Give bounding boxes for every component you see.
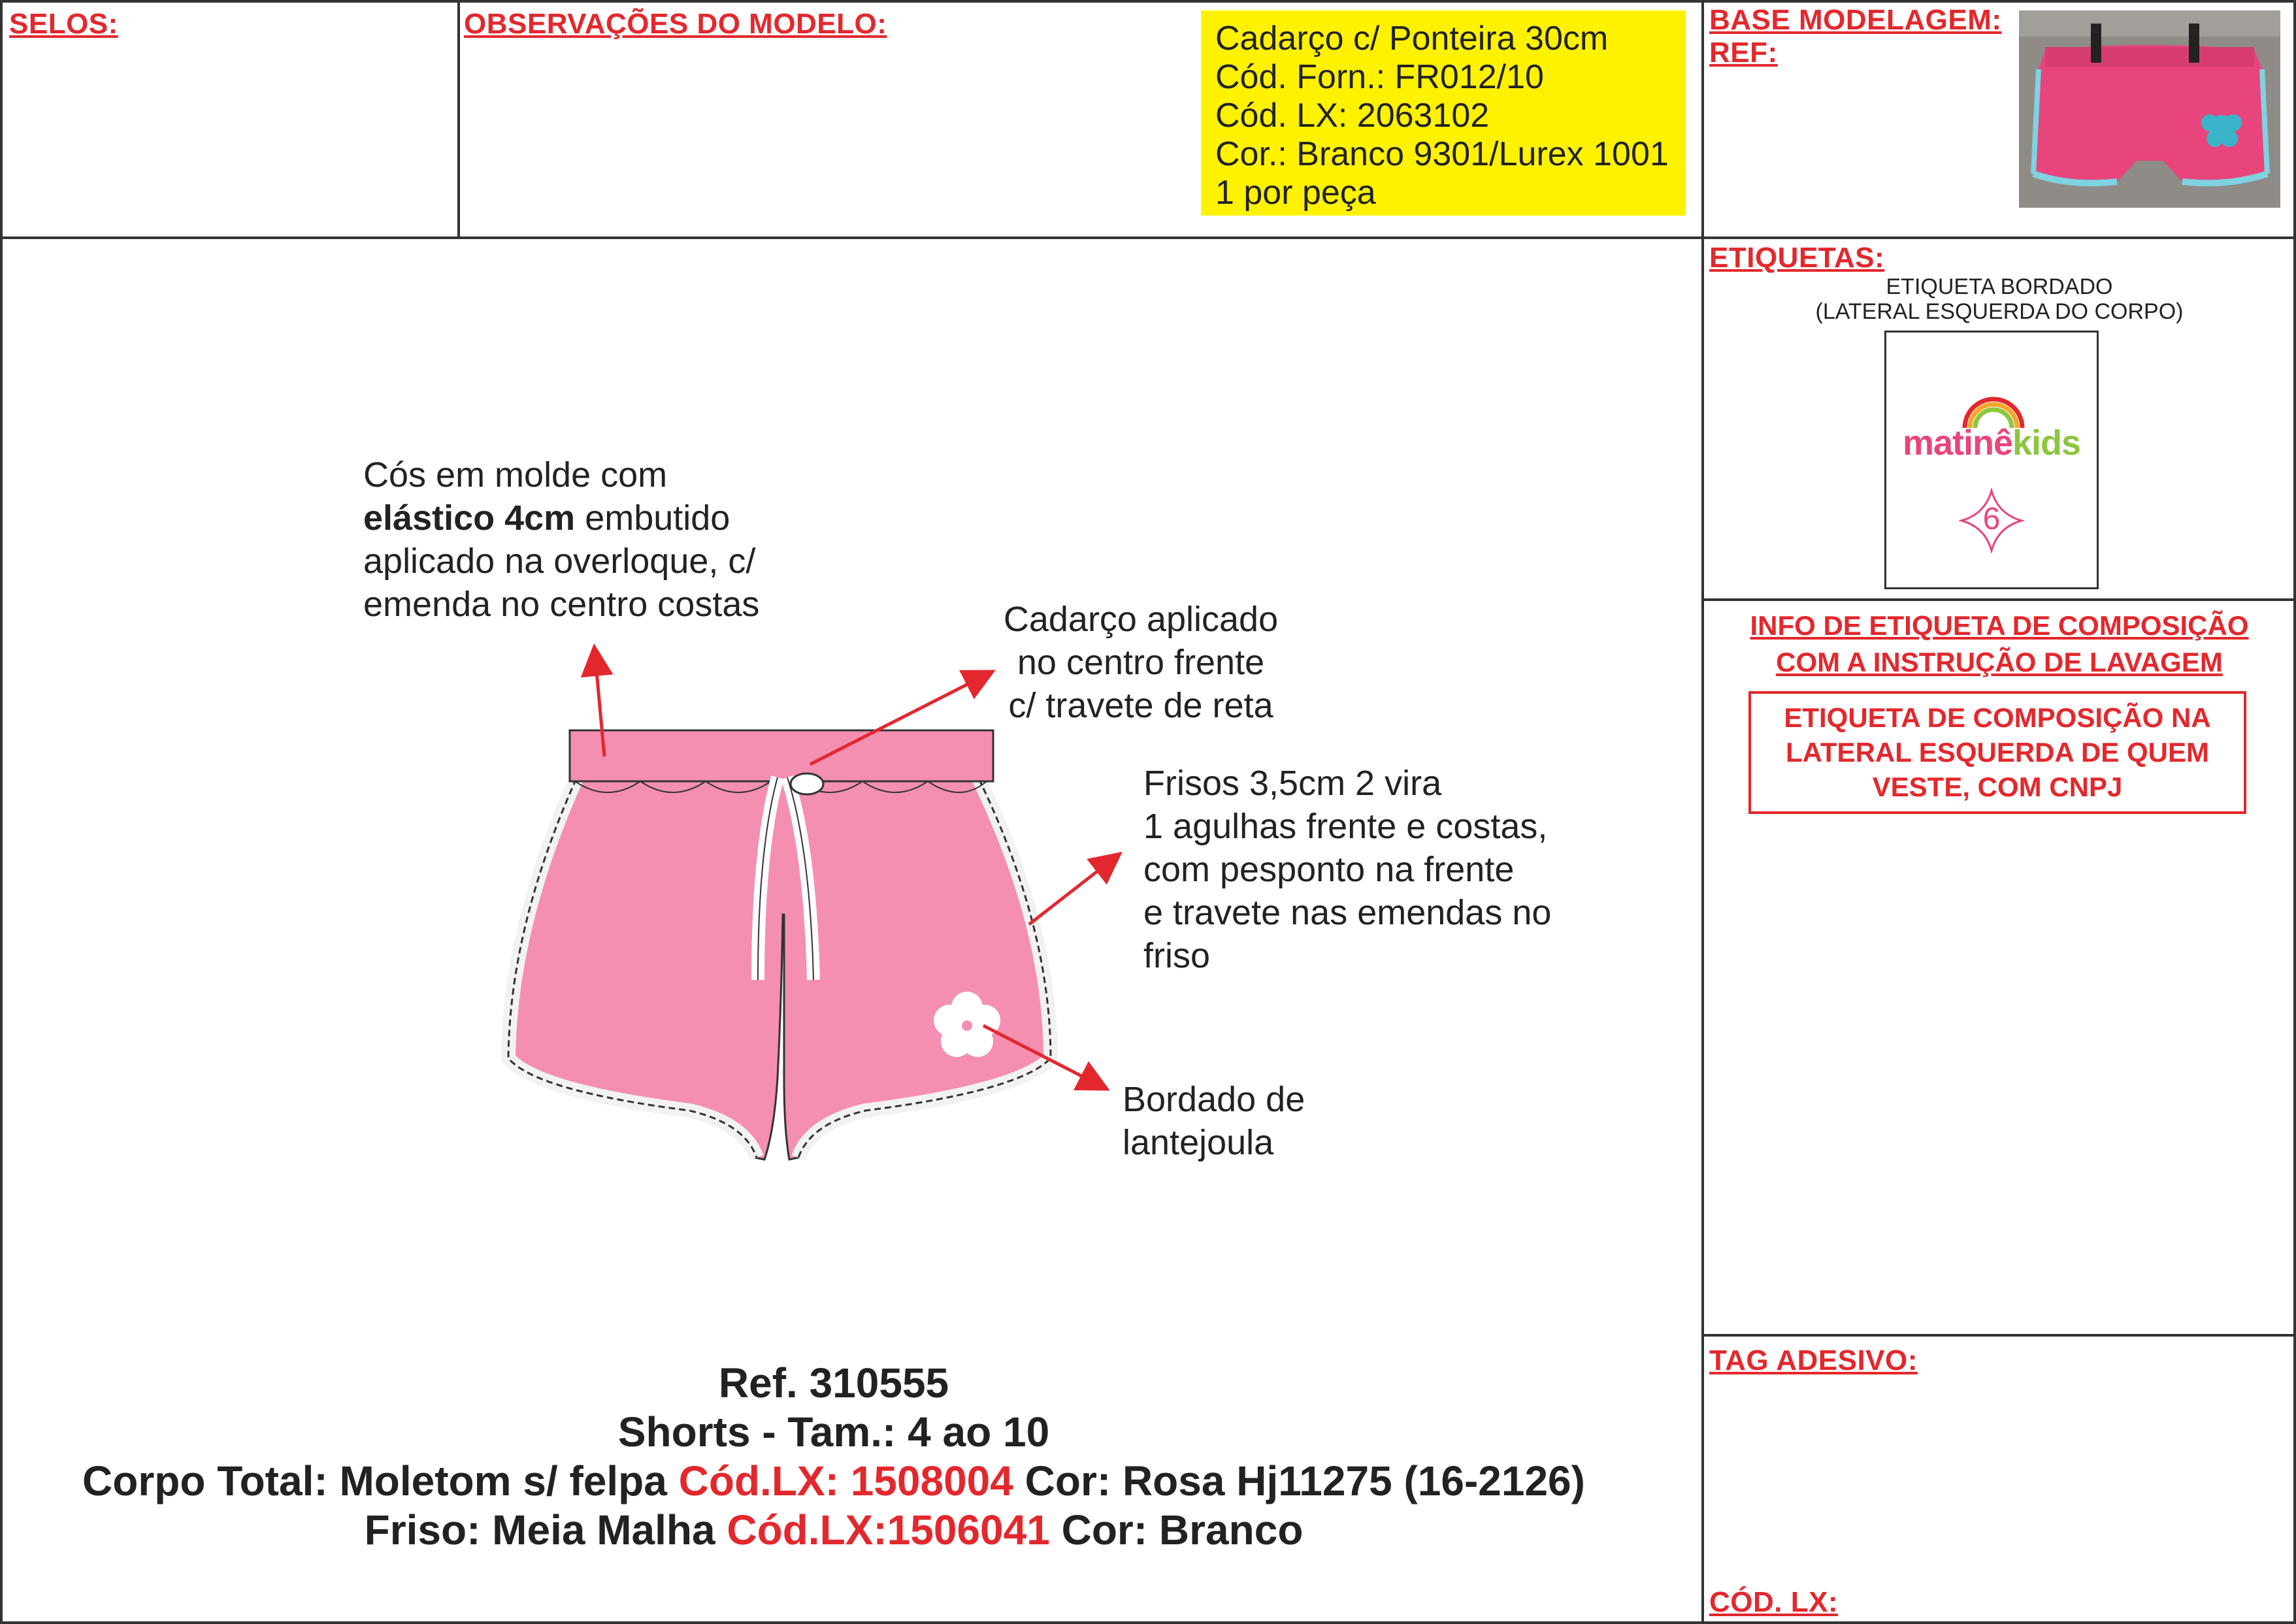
- frisos-line: Frisos 3,5cm 2 vira: [1143, 764, 1442, 803]
- tag-adesivo-cell: [1701, 1334, 2296, 1624]
- frisos-annotation: [1143, 762, 1551, 977]
- friso-cod: Cód.LX:1506041: [727, 1506, 1050, 1553]
- etiqueta-bordado-title: ETIQUETA BORDADO (LATERAL ESQUERDA DO CORPO): [1815, 274, 2184, 324]
- cos-line: Cós em molde com: [363, 455, 668, 495]
- selos-label: SELOS:: [9, 8, 118, 40]
- cos-annotation: [363, 453, 759, 626]
- frisos-line: friso: [1143, 936, 1211, 975]
- frisos-line: 1 agulhas frente e costas,: [1143, 807, 1548, 846]
- bordado-annotation: [1123, 1078, 1305, 1164]
- cos-line: aplicado na overloque, c/: [363, 542, 756, 581]
- product-shorts: Shorts - Tam.: 4 ao 10: [617, 1408, 1050, 1455]
- base-modelagem-label: BASE MODELAGEM:: [1709, 4, 2002, 36]
- product-corpo: Corpo Total: Moletom s/ felpa Cód.LX: 1508004 Cor: Rosa Hj11275 (16-2126): [82, 1457, 1585, 1504]
- cadarco-annotation: [971, 598, 1311, 727]
- product-ref: Ref. 310555: [718, 1359, 949, 1406]
- cadarco-line: Cód. LX: 2063102: [1215, 97, 1490, 135]
- corpo-cod: Cód.LX: 1508004: [678, 1457, 1013, 1504]
- cos-line: emenda no centro costas: [363, 585, 760, 624]
- reference-photo: [2019, 10, 2280, 208]
- frisos-line: com pesponto na frente: [1143, 850, 1515, 889]
- bordado-line: lantejoula: [1123, 1123, 1274, 1162]
- arrow-frisos: [1029, 856, 1117, 924]
- cadarco-line: Cor.: Branco 9301/Lurex 1001: [1215, 135, 1669, 173]
- info-title: INFO DE ETIQUETA DE COMPOSIÇÃO COM A INSTRUÇÃO DE LAVAGEM: [1750, 610, 2249, 677]
- cod-lx-label: CÓD. LX:: [1709, 1586, 1839, 1618]
- cos-line: elástico 4cm embutido: [363, 498, 730, 538]
- shorts-body: [506, 779, 1052, 1160]
- cadarco-annotation-line: no centro frente: [1017, 643, 1265, 682]
- brand-logo: matinêkids: [1902, 423, 2081, 463]
- cadarco-line: Cadarço c/ Ponteira 30cm: [1215, 20, 1609, 57]
- brand-label: [1884, 331, 2099, 589]
- cos-bold: elástico 4cm: [363, 498, 576, 538]
- cadarco-line: Cód. Forn.: FR012/10: [1215, 58, 1544, 96]
- ref-label: REF:: [1709, 37, 1778, 69]
- cadarco-line: 1 por peça: [1215, 174, 1376, 212]
- waistband: [570, 730, 993, 781]
- bordado-line: Bordado de: [1123, 1080, 1305, 1119]
- size-badge: 6: [1982, 502, 2001, 536]
- cadarco-annotation-line: c/ travete de reta: [1008, 686, 1273, 725]
- observacoes-label: OBSERVAÇÕES DO MODELO:: [464, 8, 887, 40]
- etiquetas-label: ETIQUETAS:: [1709, 242, 1885, 274]
- product-friso: Friso: Meia Malha Cód.LX:1506041 Cor: Branco: [364, 1506, 1304, 1553]
- tag-adesivo-label: TAG ADESIVO:: [1709, 1344, 1918, 1376]
- composicao-box: ETIQUETA DE COMPOSIÇÃO NA LATERAL ESQUERDA DE QUEM VESTE, COM CNPJ: [1748, 691, 2246, 814]
- frisos-line: e travete nas emendas no: [1143, 893, 1552, 932]
- cadarco-annotation-line: Cadarço aplicado: [1003, 600, 1279, 639]
